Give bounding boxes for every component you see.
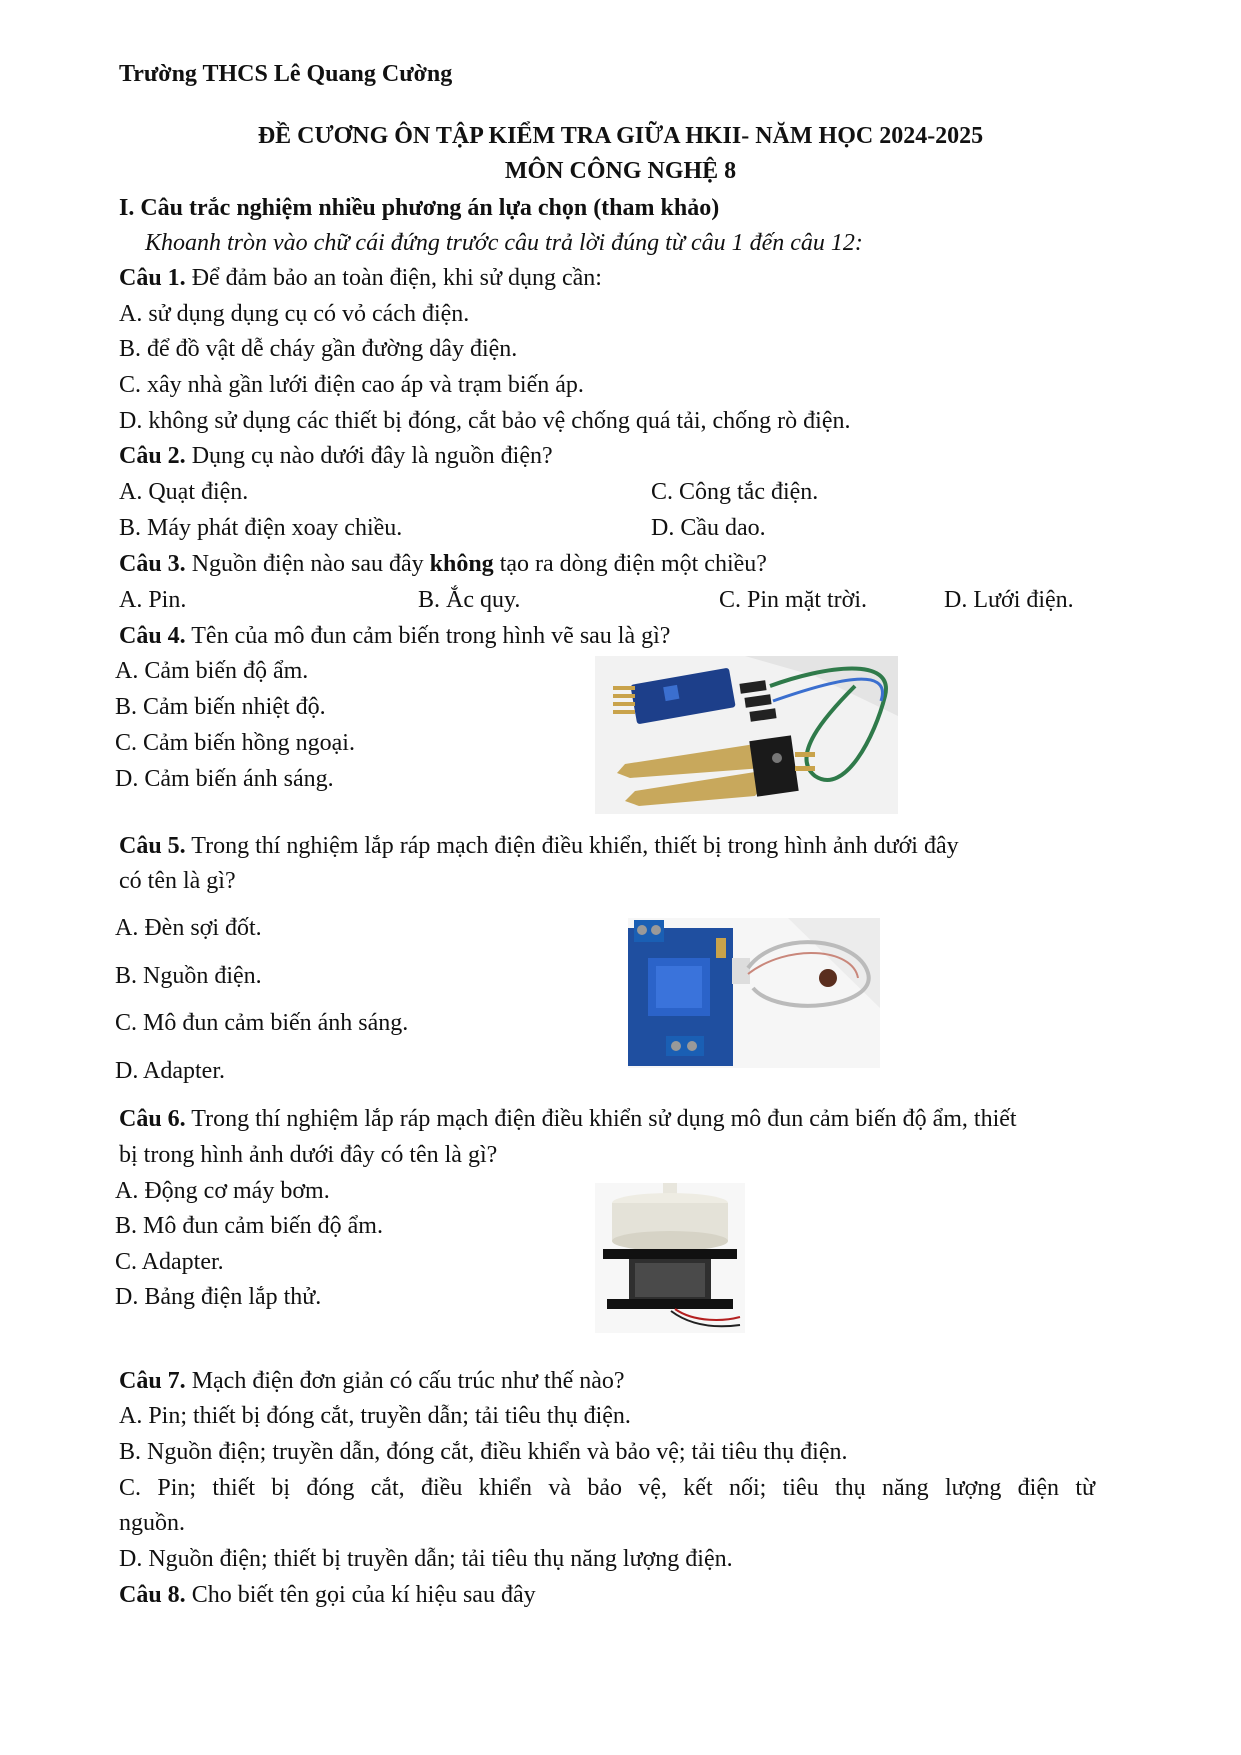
soil-moisture-sensor-image bbox=[595, 656, 898, 814]
option-1d: D. không sử dụng các thiết bị đóng, cắt bảo vệ chống quá tải, chống rò điện. bbox=[119, 408, 851, 434]
question-number: Câu 6. bbox=[119, 1106, 186, 1132]
soil-moisture-sensor-illustration bbox=[595, 656, 898, 814]
option-7c-continued: nguồn. bbox=[119, 1510, 185, 1536]
option-4a: A. Cảm biến độ ẩm. bbox=[115, 658, 309, 684]
option-4b: B. Cảm biến nhiệt độ. bbox=[115, 694, 326, 720]
option-3a: A. Pin. bbox=[119, 587, 187, 613]
question-number: Câu 2. bbox=[119, 443, 186, 469]
question-text: Tên của mô đun cảm biến trong hình vẽ sau là gì? bbox=[185, 623, 671, 649]
option-5b: B. Nguồn điện. bbox=[115, 963, 262, 989]
question-text: Mạch điện đơn giản có cấu trúc như thế nào? bbox=[185, 1368, 625, 1394]
option-1a: A. sử dụng dụng cụ có vỏ cách điện. bbox=[119, 301, 470, 327]
option-3b: B. Ắc quy. bbox=[418, 587, 521, 613]
section-heading: I. Câu trắc nghiệm nhiều phương án lựa chọn (tham khảo) bbox=[119, 195, 720, 221]
option-2c: C. Công tắc điện. bbox=[651, 479, 819, 505]
option-2a: A. Quạt điện. bbox=[119, 479, 249, 505]
light-sensor-module-illustration bbox=[628, 918, 880, 1068]
option-2d: D. Cầu dao. bbox=[651, 515, 766, 541]
question-text-pre: Nguồn điện nào sau đây bbox=[185, 551, 430, 577]
option-6d: D. Bảng điện lắp thử. bbox=[115, 1284, 322, 1310]
option-4c: C. Cảm biến hồng ngoại. bbox=[115, 730, 355, 756]
option-5a: A. Đèn sợi đốt. bbox=[115, 915, 262, 941]
option-1c: C. xây nhà gần lưới điện cao áp và trạm biến áp. bbox=[119, 372, 584, 398]
question-7 bbox=[119, 1366, 625, 1396]
question-6-line2: bị trong hình ảnh dưới đây có tên là gì? bbox=[119, 1142, 498, 1168]
school-name: Trường THCS Lê Quang Cường bbox=[119, 61, 453, 87]
question-number: Câu 8. bbox=[119, 1582, 186, 1608]
option-7c: C. Pin; thiết bị đóng cắt, điều khiển và bảo vệ, kết nối; tiêu thụ năng lượng điện từ bbox=[119, 1475, 1095, 1501]
question-6 bbox=[119, 1104, 1017, 1134]
question-5 bbox=[119, 831, 959, 861]
question-number: Câu 3. bbox=[119, 551, 186, 577]
light-sensor-module-image bbox=[628, 918, 880, 1068]
subject-title: MÔN CÔNG NGHỆ 8 bbox=[504, 158, 737, 184]
option-6c: C. Adapter. bbox=[115, 1249, 224, 1275]
question-number: Câu 7. bbox=[119, 1368, 186, 1394]
question-number: Câu 5. bbox=[119, 833, 186, 859]
option-7a: A. Pin; thiết bị đóng cắt, truyền dẫn; tải tiêu thụ điện. bbox=[119, 1403, 631, 1429]
question-number: Câu 4. bbox=[119, 623, 186, 649]
option-1b: B. để đồ vật dễ cháy gần đường dây điện. bbox=[119, 336, 518, 362]
question-number: Câu 1. bbox=[119, 265, 186, 291]
question-text: Trong thí nghiệm lắp ráp mạch điện điều khiển, thiết bị trong hình ảnh dưới đây bbox=[185, 833, 959, 859]
question-1 bbox=[119, 263, 602, 293]
question-text: Cho biết tên gọi của kí hiệu sau đây bbox=[185, 1582, 536, 1608]
option-4d: D. Cảm biến ánh sáng. bbox=[115, 766, 334, 792]
question-2 bbox=[119, 441, 553, 471]
question-5-line2: có tên là gì? bbox=[119, 868, 236, 894]
option-7b: B. Nguồn điện; truyền dẫn, đóng cắt, điều khiển và bảo vệ; tải tiêu thụ điện. bbox=[119, 1439, 848, 1465]
option-3c: C. Pin mặt trời. bbox=[719, 587, 868, 613]
instruction-text: Khoanh tròn vào chữ cái đứng trước câu trả lời đúng từ câu 1 đến câu 12: bbox=[145, 230, 863, 256]
option-6a: A. Động cơ máy bơm. bbox=[115, 1178, 330, 1204]
option-3d: D. Lưới điện. bbox=[944, 587, 1074, 613]
document-title: ĐỀ CƯƠNG ÔN TẬP KIỂM TRA GIỮA HKII- NĂM HỌC 2024-2025 bbox=[257, 123, 984, 149]
question-text-post: tạo ra dòng điện một chiều? bbox=[493, 551, 767, 577]
option-5c: C. Mô đun cảm biến ánh sáng. bbox=[115, 1010, 409, 1036]
option-2b: B. Máy phát điện xoay chiều. bbox=[119, 515, 403, 541]
question-4 bbox=[119, 621, 670, 651]
option-6b: B. Mô đun cảm biến độ ẩm. bbox=[115, 1213, 383, 1239]
question-text-emphasis: không bbox=[429, 551, 494, 577]
question-text: Dụng cụ nào dưới đây là nguồn điện? bbox=[185, 443, 553, 469]
option-7d: D. Nguồn điện; thiết bị truyền dẫn; tải tiêu thụ năng lượng điện. bbox=[119, 1546, 733, 1572]
pump-motor-illustration bbox=[595, 1183, 745, 1333]
pump-motor-image bbox=[595, 1183, 745, 1333]
question-3 bbox=[119, 549, 767, 579]
question-text: Để đảm bảo an toàn điện, khi sử dụng cần: bbox=[185, 265, 602, 291]
option-5d: D. Adapter. bbox=[115, 1058, 225, 1084]
question-8 bbox=[119, 1580, 536, 1610]
question-text: Trong thí nghiệm lắp ráp mạch điện điều khiển sử dụng mô đun cảm biến độ ẩm, thiết bbox=[185, 1106, 1017, 1132]
